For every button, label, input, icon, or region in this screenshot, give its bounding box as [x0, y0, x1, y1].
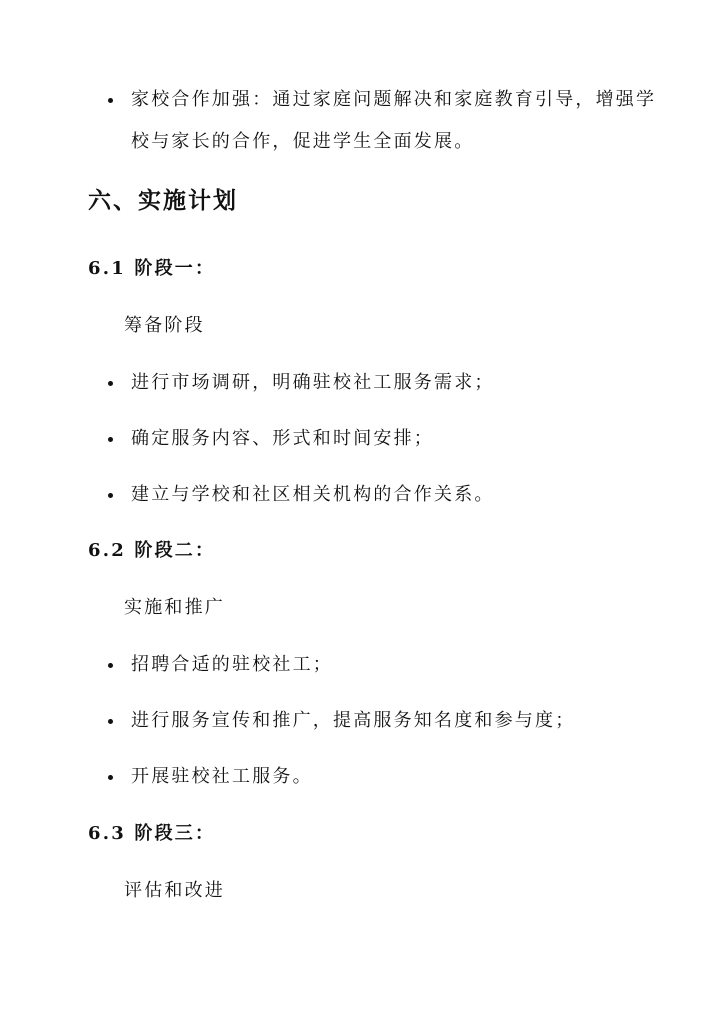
list-item-text: 进行服务宣传和推广，提高服务知名度和参与度； — [131, 710, 576, 731]
list-item-text: 进行市场调研，明确驻校社工服务需求； — [131, 372, 495, 393]
bullet-icon — [108, 437, 113, 442]
section-heading: 6.1 阶段一： — [88, 258, 216, 279]
chapter-heading: 六、实施计划 — [88, 187, 238, 214]
list-item-text: 确定服务内容、形式和时间安排； — [131, 428, 434, 449]
bullet-icon — [108, 775, 113, 780]
section-heading: 6.3 阶段三： — [88, 823, 216, 844]
stage-name: 筹备阶段 — [124, 315, 205, 336]
list-item-continuation: 校与家长的合作，促进学生全面发展。 — [131, 131, 475, 152]
list-item-text: 开展驻校社工服务。 — [131, 766, 313, 787]
bullet-icon — [108, 663, 113, 668]
bullet-icon — [108, 719, 113, 724]
bullet-icon — [108, 98, 113, 103]
list-item-text: 家校合作加强：通过家庭问题解决和家庭教育引导，增强学 — [131, 89, 657, 110]
bullet-icon — [108, 493, 113, 498]
list-item-text: 招聘合适的驻校社工； — [131, 654, 333, 675]
section-heading: 6.2 阶段二： — [88, 540, 216, 561]
list-item-text: 建立与学校和社区相关机构的合作关系。 — [131, 484, 495, 505]
stage-name: 评估和改进 — [124, 880, 225, 901]
stage-name: 实施和推广 — [124, 597, 225, 618]
bullet-icon — [108, 381, 113, 386]
